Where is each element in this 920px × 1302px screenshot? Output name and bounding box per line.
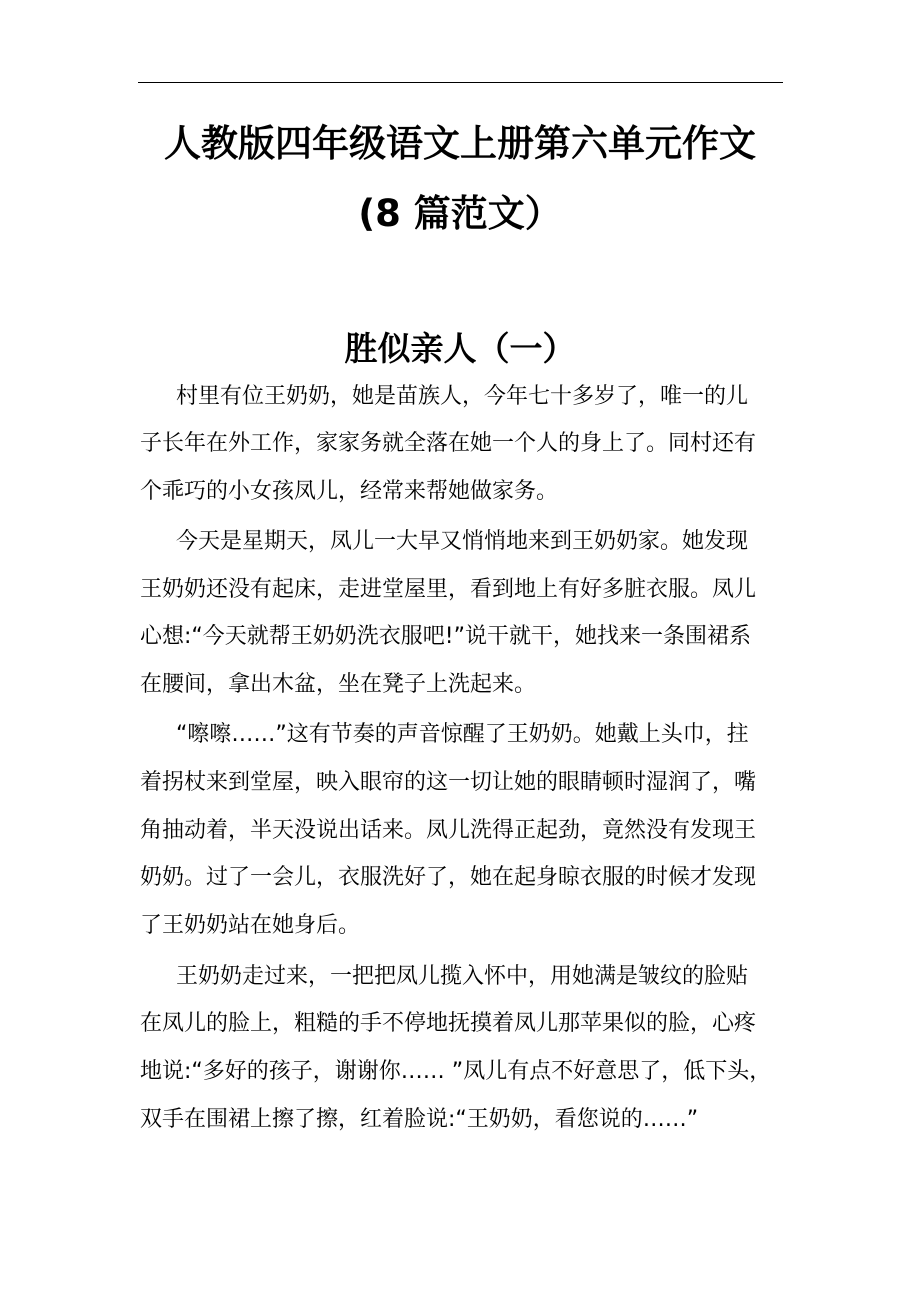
document-title-line-1: 人教版四年级语文上册第六单元作文 [164, 122, 756, 165]
paragraph-4-line-3: 地说:“多好的孩子，谢谢你…… ”凤儿有点不好意思了，低下头， [140, 1059, 772, 1084]
paragraph-1-line-2: 子长年在外工作，家家务就全落在她一个人的身上了。同村还有 [140, 431, 757, 456]
paragraph-2-line-1: 今天是星期天，凤儿一大早又悄悄地来到王奶奶家。她发现 [176, 529, 749, 554]
document-title-line-2: (8 篇范文） [358, 192, 562, 235]
paragraph-2-line-2: 王奶奶还没有起床，走进堂屋里，看到地上有好多脏衣服。凤儿 [140, 577, 757, 602]
paragraph-4-line-2: 在凤儿的脸上，粗糙的手不停地抚摸着凤儿那苹果似的脸，心疼 [140, 1011, 757, 1036]
header-rule [138, 82, 783, 83]
paragraph-3-line-4: 奶奶。过了一会儿，衣服洗好了，她在起身晾衣服的时候才发现 [140, 865, 757, 890]
paragraph-1-line-1: 村里有位王奶奶，她是苗族人，今年七十多岁了，唯一的儿 [176, 384, 749, 409]
paragraph-3-line-3: 角抽动着，半天没说出话来。凤儿洗得正起劲，竟然没有发现王 [140, 818, 757, 843]
essay-title: 胜似亲人（一） [344, 329, 576, 368]
paragraph-1-line-3: 个乖巧的小女孩凤儿，经常来帮她做家务。 [140, 479, 559, 504]
paragraph-2-line-3: 心想:“今天就帮王奶奶洗衣服吧!”说干就干，她找来一条围裙系 [140, 624, 752, 649]
paragraph-4-line-1: 王奶奶走过来，一把把凤儿揽入怀中，用她满是皱纹的脸贴 [176, 964, 749, 989]
paragraph-3-line-1: “嚓嚓……”这有节奏的声音惊醒了王奶奶。她戴上头巾，拄 [176, 722, 749, 747]
paragraph-4-line-4: 双手在围裙上擦了擦，红着脸说:“王奶奶，看您说的……” [140, 1107, 699, 1132]
paragraph-2-line-4: 在腰间，拿出木盆，坐在凳子上洗起来。 [140, 672, 537, 697]
paragraph-3-line-5: 了王奶奶站在她身后。 [140, 913, 361, 938]
paragraph-3-line-2: 着拐杖来到堂屋，映入眼帘的这一切让她的眼睛顿时湿润了，嘴 [140, 770, 757, 795]
